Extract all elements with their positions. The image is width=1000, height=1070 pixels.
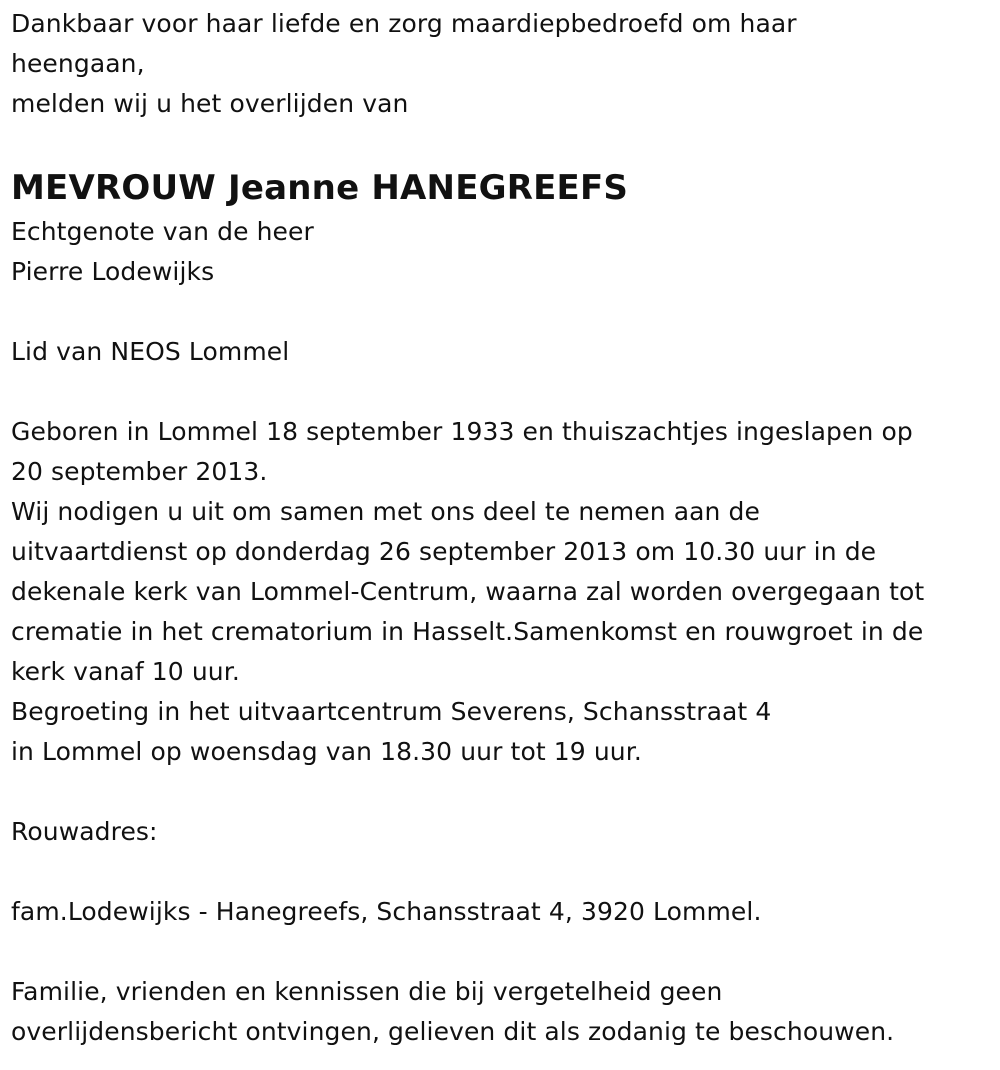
details-line: uitvaartdienst op donderdag 26 september 2013 om 10.30 uur in de — [11, 537, 877, 566]
mourning-address: fam.Lodewijks - Hanegreefs, Schansstraat 4, 3920 Lommel. — [11, 897, 762, 926]
details-line: Geboren in Lommel 18 september 1933 en thuiszachtjes ingeslapen op — [11, 417, 913, 446]
funeral-details — [11, 412, 1000, 772]
spacer — [11, 372, 1000, 412]
details-line: Begroeting in het uitvaartcentrum Severens, Schansstraat 4 — [11, 697, 772, 726]
details-line: 20 september 2013. — [11, 457, 268, 486]
details-line: in Lommel op woensdag van 18.30 uur tot 19 uur. — [11, 737, 642, 766]
intro-line-2: heengaan, — [11, 49, 145, 78]
spouse-line-1: Echtgenote van de heer — [11, 217, 314, 246]
membership-line: Lid van NEOS Lommel — [11, 337, 290, 366]
closing-line-2: overlijdensbericht ontvingen, gelieven dit als zodanig te beschouwen. — [11, 1017, 895, 1046]
deceased-name: MEVROUW Jeanne HANEGREEFS — [11, 168, 629, 208]
mourning-address-label: Rouwadres: — [11, 817, 158, 846]
details-line: crematie in het crematorium in Hasselt.Samenkomst en rouwgroet in de — [11, 617, 924, 646]
spacer — [11, 932, 1000, 972]
spacer — [11, 852, 1000, 892]
spacer — [11, 772, 1000, 812]
spacer — [11, 292, 1000, 332]
details-line: dekenale kerk van Lommel-Centrum, waarna zal worden overgegaan tot — [11, 577, 925, 606]
intro-line-3: melden wij u het overlijden van — [11, 89, 409, 118]
intro-text — [11, 0, 1000, 124]
details-line: Wij nodigen u uit om samen met ons deel te nemen aan de — [11, 497, 760, 526]
intro-line-1: Dankbaar voor haar liefde en zorg maardiepbedroefd om haar — [11, 9, 797, 38]
closing-note — [11, 972, 1000, 1052]
closing-line-1: Familie, vrienden en kennissen die bij vergetelheid geen — [11, 977, 723, 1006]
spouse-line-2: Pierre Lodewijks — [11, 257, 215, 286]
details-line: kerk vanaf 10 uur. — [11, 657, 240, 686]
spouse-info — [11, 212, 1000, 292]
